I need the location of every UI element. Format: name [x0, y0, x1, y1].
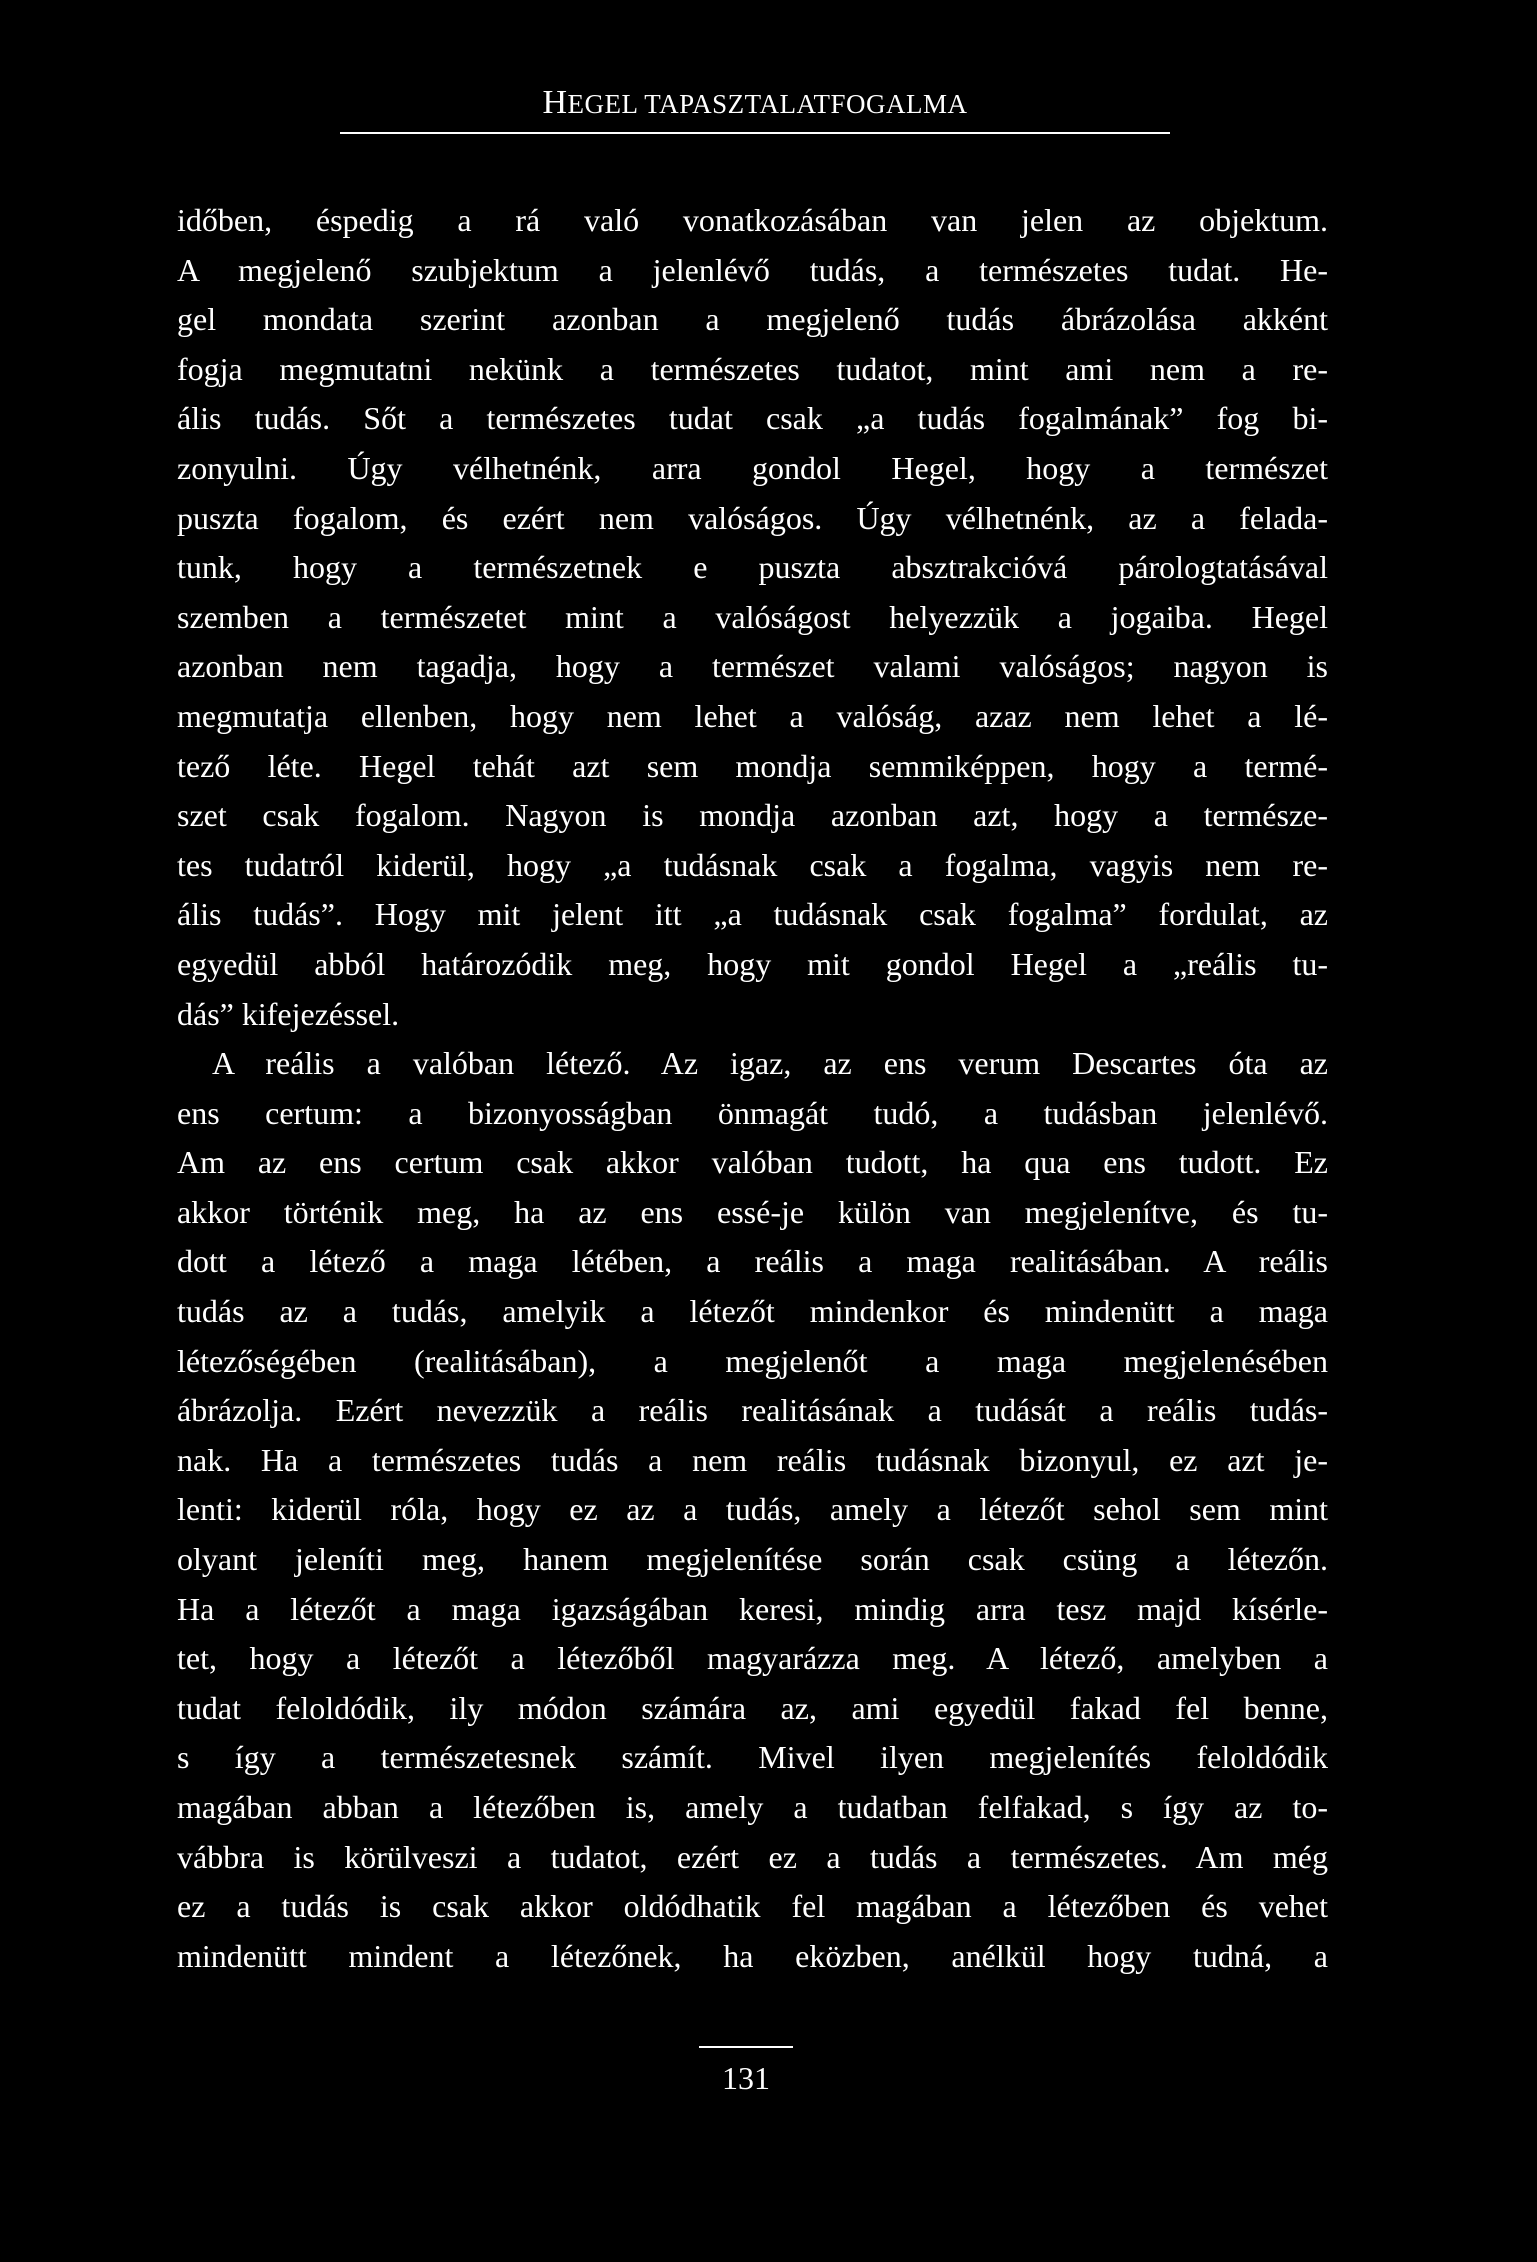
text-line: vábbra is körülveszi a tudatot, ezért ez a tudás a természetes. Am még: [177, 1838, 1328, 1875]
text-line: tudás az a tudás, amelyik a létezőt mindenkor és mindenütt a maga: [177, 1293, 1328, 1330]
paragraph-last-line: dás” kifejezéssel.: [177, 995, 400, 1032]
text-line: megmutatja ellenben, hogy nem lehet a valóság, azaz nem lehet a lé-: [177, 697, 1328, 734]
text-line: Ha a létezőt a maga igazságában keresi, mindig arra tesz majd kísérle-: [177, 1590, 1328, 1627]
text-line: időben, éspedig a rá való vonatkozásában van jelen az objektum.: [177, 202, 1328, 238]
header-rule: [340, 132, 1170, 134]
text-line: tező léte. Hegel tehát azt sem mondja semmiképpen, hogy a termé-: [177, 747, 1328, 784]
paragraph-first-line: A reális a valóban létező. Az igaz, az ens verum Descartes óta az: [212, 1045, 1328, 1082]
text-line: nak. Ha a természetes tudás a nem reális tudásnak bizonyul, ez azt je-: [177, 1441, 1328, 1478]
text-line: szet csak fogalom. Nagyon is mondja azonban azt, hogy a természe-: [177, 797, 1328, 834]
text-line: tudat feloldódik, ily módon számára az, ami egyedül fakad fel benne,: [177, 1689, 1328, 1726]
text-line: lenti: kiderül róla, hogy ez az a tudás, amely a létezőt sehol sem mint: [177, 1491, 1328, 1528]
text-line: puszta fogalom, és ezért nem valóságos. Úgy vélhetnénk, az a felada-: [177, 499, 1328, 536]
text-line: olyant jeleníti meg, hanem megjelenítése során csak csüng a létezőn.: [177, 1541, 1328, 1578]
text-line: tet, hogy a létezőt a létezőből magyarázza meg. A létező, amelyben a: [177, 1640, 1328, 1677]
running-head-rest: EGEL TAPASZTALATFOGALMA: [567, 89, 968, 119]
text-line: egyedül abból határozódik meg, hogy mit gondol Hegel a „reális tu-: [177, 945, 1328, 982]
text-line: szemben a természetet mint a valóságost helyezzük a jogaiba. Hegel: [177, 598, 1328, 635]
text-line: mindenütt mindent a létezőnek, ha eközben, anélkül hogy tudná, a: [177, 1937, 1328, 1974]
text-line: fogja megmutatni nekünk a természetes tudatot, mint ami nem a re-: [177, 350, 1328, 387]
text-line: gel mondata szerint azonban a megjelenő tudás ábrázolása akként: [177, 301, 1328, 338]
text-line: ábrázolja. Ezért nevezzük a reális realitásának a tudását a reális tudás-: [177, 1392, 1328, 1429]
text-line: A megjelenő szubjektum a jelenlévő tudás, a természetes tudat. He-: [177, 251, 1328, 288]
page-number: 131: [722, 2060, 770, 2096]
body-text: [177, 196, 1328, 1981]
text-line: Am az ens certum csak akkor valóban tudott, ha qua ens tudott. Ez: [177, 1144, 1328, 1181]
running-head: [340, 84, 1170, 122]
text-line: ális tudás. Sőt a természetes tudat csak „a tudás fogalmának” fog bi-: [177, 400, 1328, 437]
text-line: akkor történik meg, ha az ens essé-je külön van megjelenítve, és tu-: [177, 1193, 1328, 1230]
text-line: ális tudás”. Hogy mit jelent itt „a tudásnak csak fogalma” fordulat, az: [177, 896, 1328, 933]
footer-rule: [699, 2046, 793, 2048]
text-line: magában abban a létezőben is, amely a tudatban felfakad, s így az to-: [177, 1789, 1328, 1825]
text-line: ez a tudás is csak akkor oldódhatik fel magában a létezőben és vehet: [177, 1888, 1328, 1925]
text-line: azonban nem tagadja, hogy a természet valami valóságos; nagyon is: [177, 648, 1328, 685]
text-line: létezőségében (realitásában), a megjelenőt a maga megjelenésében: [177, 1342, 1328, 1379]
running-head-initial: H: [542, 84, 568, 121]
text-line: s így a természetesnek számít. Mivel ilyen megjelenítés feloldódik: [177, 1739, 1328, 1776]
text-line: dott a létező a maga létében, a reális a maga realitásában. A reális: [177, 1243, 1328, 1280]
text-line: ens certum: a bizonyosságban önmagát tudó, a tudásban jelenlévő.: [177, 1094, 1328, 1131]
text-line: tes tudatról kiderül, hogy „a tudásnak csak a fogalma, vagyis nem re-: [177, 846, 1328, 883]
text-line: tunk, hogy a természetnek e puszta absztrakcióvá párologtatásával: [177, 549, 1328, 586]
text-line: zonyulni. Úgy vélhetnénk, arra gondol Hegel, hogy a természet: [177, 449, 1328, 486]
